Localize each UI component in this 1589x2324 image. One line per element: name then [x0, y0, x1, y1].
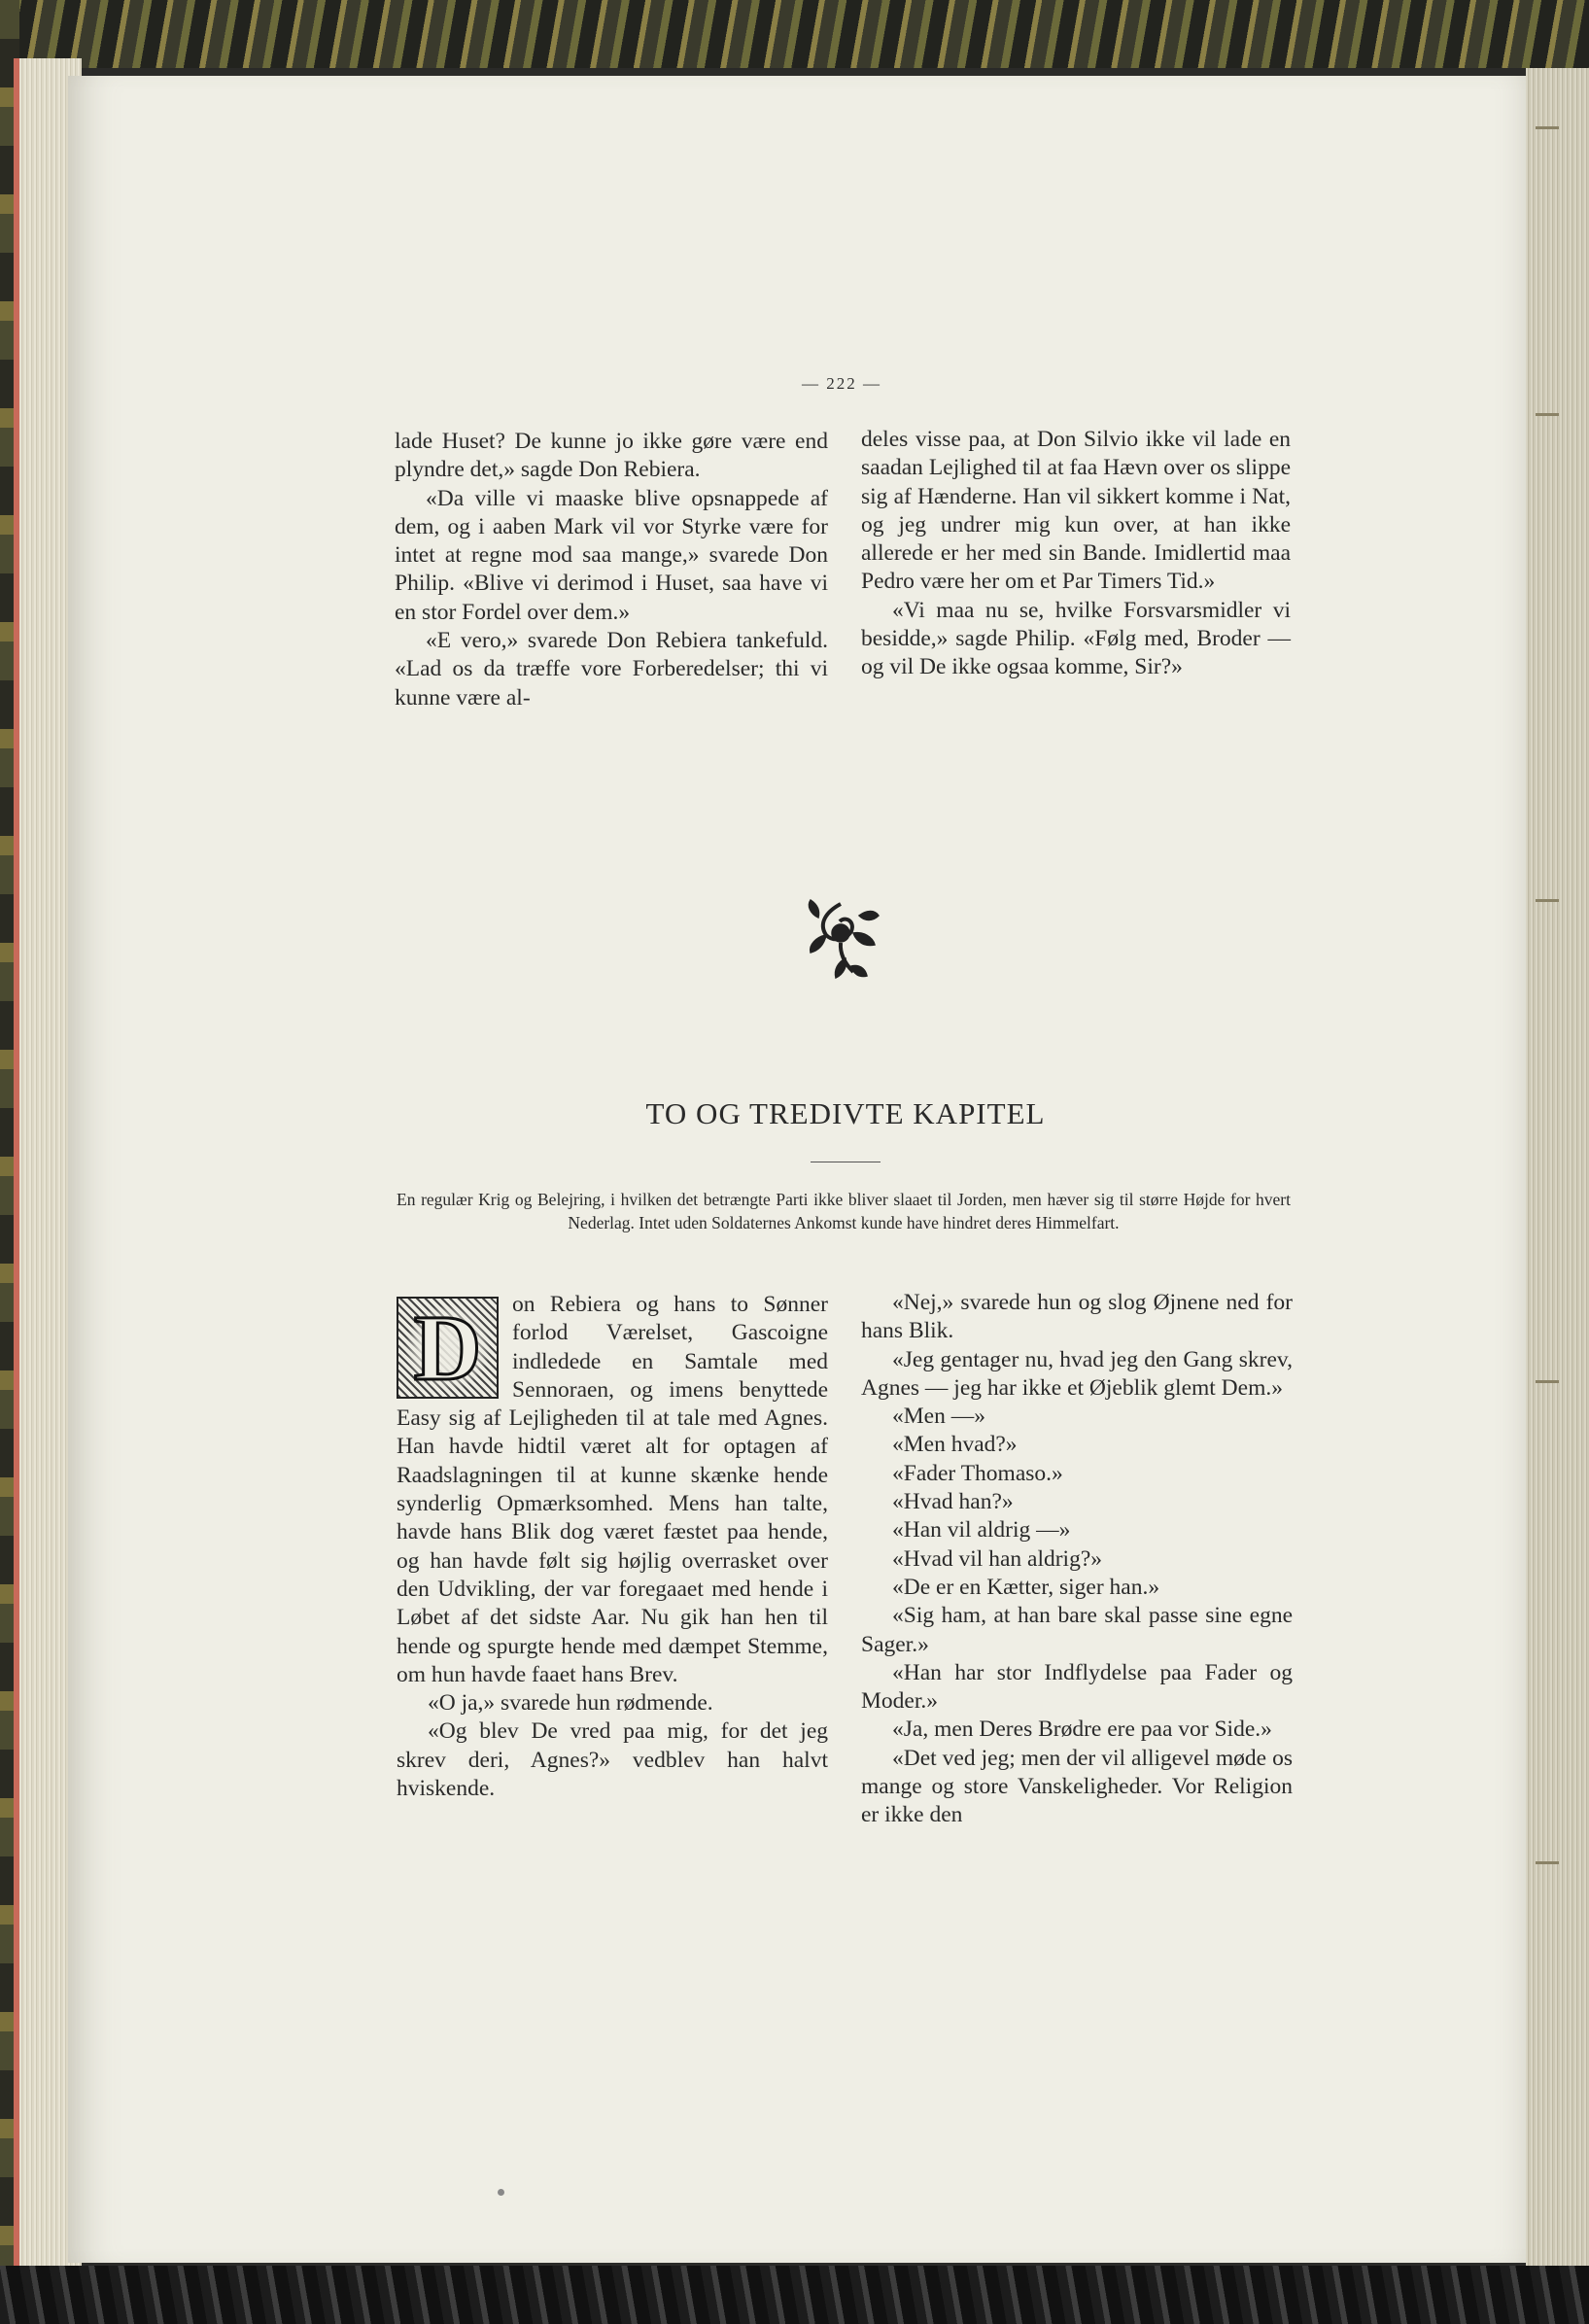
- book-cover-bottom: [0, 2266, 1589, 2324]
- paragraph: «Det ved jeg; men der vil alligevel møde os mange og store Vanskeligheder. Vor Religion er ikke den: [861, 1745, 1293, 1828]
- book-page: [68, 76, 1526, 2263]
- paragraph: «O ja,» svarede hun rødmende.: [428, 1690, 713, 1717]
- paragraph: «Nej,» svarede hun og slog Øjnene ned for hans Blik.: [861, 1290, 1293, 1344]
- bottom-left-column: [397, 1291, 828, 1803]
- chapter-summary: En regulær Krig og Belejring, i hvilken det betrængte Parti ikke bliver slaaet til Jorden, men hæver sig til større Højde for hvert Nederlag. Intet uden Soldaternes Ankomst kunde have hindret deres Himmelfart.: [397, 1190, 1291, 1232]
- paragraph: «Fader Thomaso.»: [892, 1460, 1063, 1486]
- book-cover-top: [0, 0, 1589, 68]
- paragraph: «Da ville vi maaske blive opsnappede af dem, og i aaben Mark vil vor Styrke være for intet at regne mod saa mange,» svarede Don Philip. «Blive vi derimod i Huset, saa have vi en stor Fordel over dem.»: [395, 485, 828, 625]
- paragraph: on Rebiera og hans to Sønner forlod Værelset, Gascoigne indledede en Samtale med Sennoraen, og imens benyttede Easy sig af Lejligheden til at tale med Agnes. Han havde hidtil været alt for optagen af Raadslagningen til at kunne skænke hende synderlig Opmærksomhed. Mens han talte, havde hans Blik dog været fæstet paa hende, og han havde følt sig højlig overrasket over den Udvikling, der var foregaaet med hende i Løbet af det sidste Aar. Nu gik han hen til hende og spurgte hende med dæmpet Stemme, om hun havde faaet hans Brev.: [397, 1292, 828, 1687]
- paper-speck: [498, 2189, 504, 2196]
- bottom-right-column: [861, 1289, 1293, 1830]
- paragraph: «De er en Kætter, siger han.»: [892, 1574, 1160, 1600]
- paragraph: deles visse paa, at Don Silvio ikke vil lade en saadan Lejlighed til at faa Hævn over os slippe sig af Hænderne. Han vil sikkert komme i Nat, og jeg undrer mig kun over, at han ikke allerede er her med sin Bande. Imidlertid maa Pedro være her om et Par Timers Tid.»: [861, 427, 1291, 595]
- floral-ornament-icon: [797, 894, 884, 982]
- paragraph: «Vi maa nu se, hvilke Forsvarsmidler vi besidde,» sagde Philip. «Følg med, Broder — og vil De ikke ogsaa komme, Sir?»: [861, 597, 1291, 680]
- paragraph: «E vero,» svarede Don Rebiera tankefuld. «Lad os da træffe vore Forberedelser; thi vi kunne være al-: [395, 628, 828, 711]
- paragraph: «Hvad vil han aldrig?»: [892, 1545, 1103, 1572]
- paragraph: «Ja, men Deres Brødre ere paa vor Side.»: [892, 1717, 1272, 1743]
- page-stack-right: [1526, 68, 1589, 2274]
- chapter-title: TO OG TREDIVTE KAPITEL: [645, 1096, 1046, 1130]
- paragraph: «Han vil aldrig —»: [892, 1517, 1071, 1544]
- paragraph: «Og blev De vred paa mig, for det jeg skrev deri, Agnes?» vedblev han halvt hviskende.: [397, 1718, 828, 1802]
- paragraph: «Men —»: [892, 1404, 985, 1430]
- paragraph: lade Huset? De kunne jo ikke gøre være end plyndre det,» sagde Don Rebiera.: [395, 429, 828, 483]
- paragraph: «Hvad han?»: [892, 1489, 1014, 1515]
- paragraph: «Men hvad?»: [892, 1432, 1018, 1458]
- paragraph: «Jeg gentager nu, hvad jeg den Gang skrev, Agnes — jeg har ikke et Øjeblik glemt Dem.»: [861, 1346, 1293, 1401]
- dropcap-initial: D: [397, 1297, 499, 1399]
- paragraph: «Sig ham, at han bare skal passe sine egne Sager.»: [861, 1603, 1293, 1657]
- page-number: — 222 —: [802, 374, 881, 393]
- paragraph: «Han har stor Indflydelse paa Fader og Moder.»: [861, 1659, 1293, 1715]
- top-right-column: [861, 426, 1291, 682]
- top-left-column: [395, 428, 828, 712]
